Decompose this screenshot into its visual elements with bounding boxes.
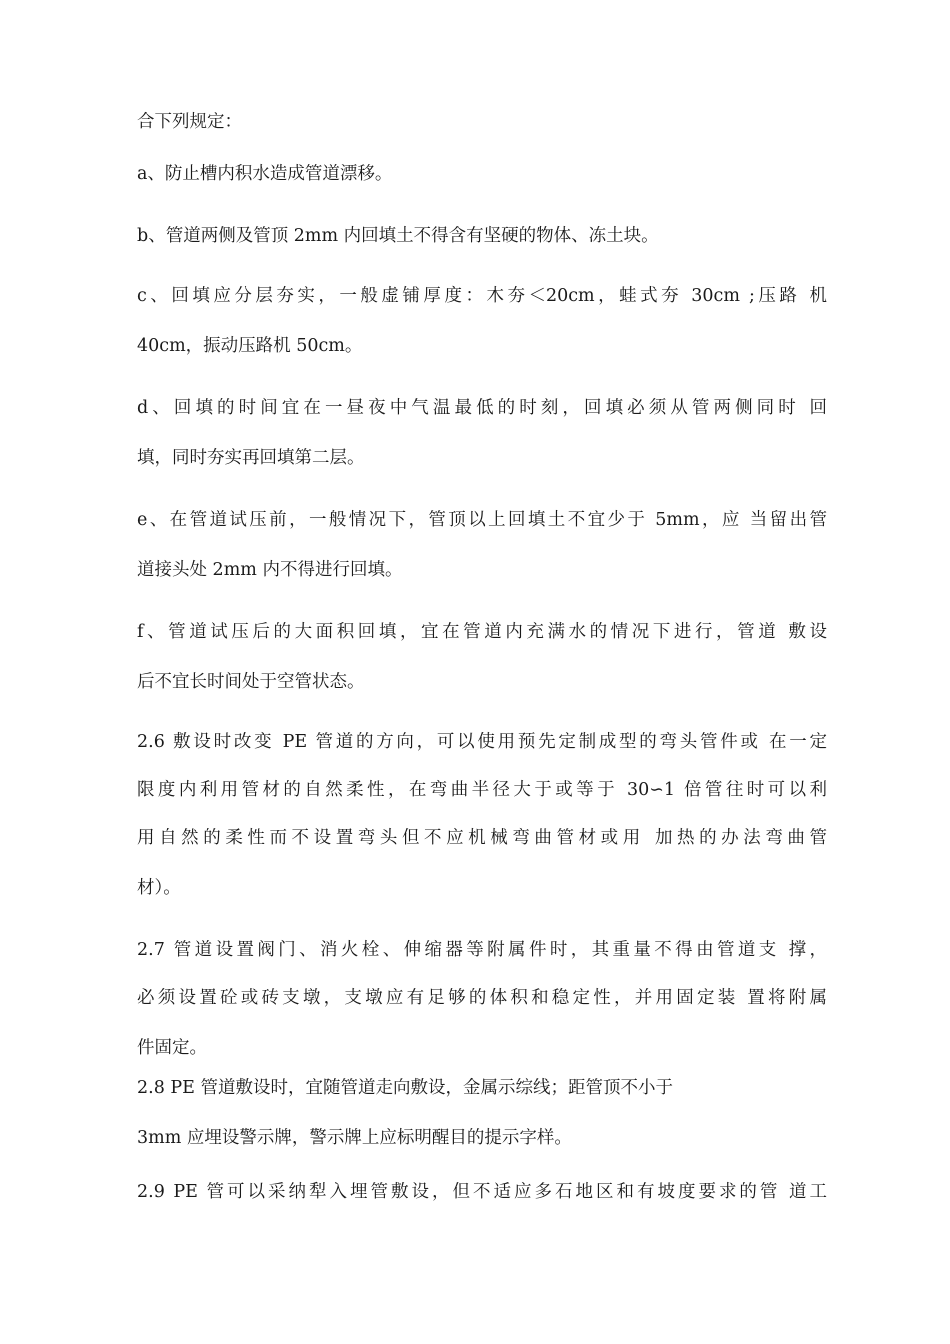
text-line: 2.6 敷设时改变 PE 管道的方向，可以使用预先定制成型的弯头管件或 在一定	[137, 732, 827, 752]
text-line: 40cm，振动压路机 50cm。	[137, 336, 363, 356]
text-line: d、回填的时间宜在一昼夜中气温最低的时刻，回填必须从管两侧同时 回	[137, 398, 827, 418]
text-line: 填，同时夯实再回填第二层。	[137, 448, 365, 468]
text-line: 2.8 PE 管道敷设时，宜随管道走向敷设，金属示综线；距管顶不小于	[137, 1078, 674, 1098]
text-line: 2.9 PE 管可以采纳犁入埋管敷设，但不适应多石地区和有坡度要求的管 道工	[137, 1182, 827, 1202]
text-line: 后不宜长时间处于空管状态。	[137, 672, 365, 692]
text-line: 用自然的柔性而不设置弯头但不应机械弯曲管材或用 加热的办法弯曲管	[137, 828, 827, 848]
text-line: 材）。	[137, 878, 181, 898]
text-line: 道接头处 2mm 内不得进行回填。	[137, 560, 403, 580]
text-line: 3mm 应埋设警示牌，警示牌上应标明醒目的提示字样。	[137, 1128, 572, 1148]
text-line: c、回填应分层夯实，一般虚铺厚度：木夯＜20cm，蛙式夯 30cm ;压路 机	[137, 286, 827, 306]
text-line: f、管道试压后的大面积回填，宜在管道内充满水的情况下进行，管道 敷设	[137, 622, 827, 642]
text-line: 限度内利用管材的自然柔性，在弯曲半径大于或等于 30∽1 倍管往时可以利	[137, 780, 827, 800]
text-line: b、管道两侧及管顶 2mm 内回填土不得含有坚硬的物体、冻土块。	[137, 226, 659, 246]
text-line: a、防止槽内积水造成管道漂移。	[137, 164, 393, 184]
text-line: 2.7 管道设置阀门、消火栓、伸缩器等附属件时，其重量不得由管道支 撑，	[137, 940, 827, 960]
text-line: 合下列规定：	[137, 112, 242, 132]
text-line: 件固定。	[137, 1038, 207, 1058]
text-line: 必须设置砼或砖支墩，支墩应有足够的体积和稳定性，并用固定装 置将附属	[137, 988, 827, 1008]
text-line: e、在管道试压前，一般情况下，管顶以上回填土不宜少于 5mm，应 当留出管	[137, 510, 827, 530]
